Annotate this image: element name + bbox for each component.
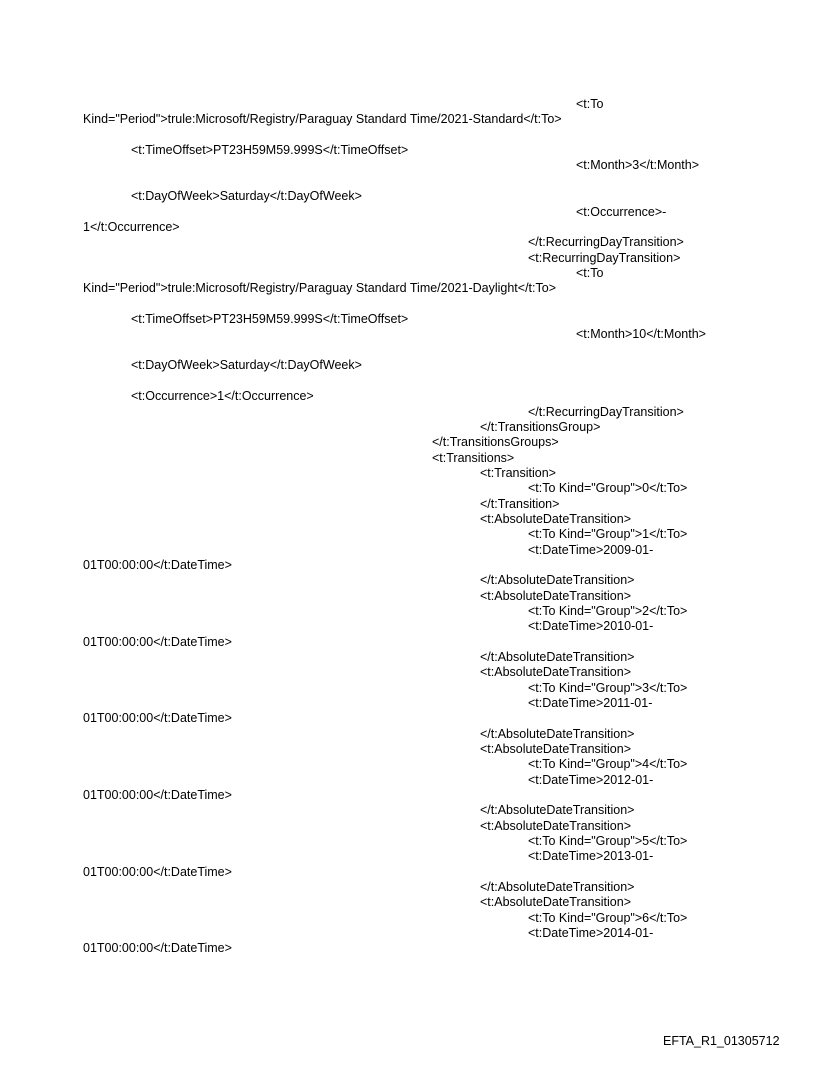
code-line: <t:AbsoluteDateTransition> — [480, 819, 632, 833]
code-line: </t:Transition> — [480, 497, 560, 511]
code-line: 01T00:00:00</t:DateTime> — [83, 865, 232, 879]
code-line: <t:To Kind="Group">6</t:To> — [528, 911, 688, 925]
code-line: <t:To — [576, 97, 604, 111]
code-line: <t:DateTime>2009-01- — [528, 543, 654, 557]
code-line: <t:DayOfWeek>Saturday</t:DayOfWeek> — [131, 189, 362, 203]
code-line: Kind="Period">trule:Microsoft/Registry/Paraguay Standard Time/2021-Standard</t:To> — [83, 112, 562, 126]
code-line: </t:TransitionsGroup> — [480, 420, 601, 434]
code-line: <t:DateTime>2013-01- — [528, 849, 654, 863]
code-line: 1</t:Occurrence> — [83, 220, 180, 234]
code-line: <t:TimeOffset>PT23H59M59.999S</t:TimeOffset> — [131, 312, 409, 326]
code-line: </t:AbsoluteDateTransition> — [480, 803, 635, 817]
code-line: <t:To — [576, 266, 604, 280]
code-line: <t:DateTime>2014-01- — [528, 926, 654, 940]
code-line: Kind="Period">trule:Microsoft/Registry/Paraguay Standard Time/2021-Daylight</t:To> — [83, 281, 557, 295]
code-line: </t:RecurringDayTransition> — [528, 405, 684, 419]
code-line: <t:DateTime>2012-01- — [528, 773, 654, 787]
code-line: <t:To Kind="Group">5</t:To> — [528, 834, 688, 848]
code-line: 01T00:00:00</t:DateTime> — [83, 558, 232, 572]
code-line: <t:To Kind="Group">2</t:To> — [528, 604, 688, 618]
code-line: <t:To Kind="Group">4</t:To> — [528, 757, 688, 771]
code-line: <t:Transition> — [480, 466, 556, 480]
code-line: </t:TransitionsGroups> — [432, 435, 559, 449]
code-line: 01T00:00:00</t:DateTime> — [83, 711, 232, 725]
code-line: 01T00:00:00</t:DateTime> — [83, 941, 232, 955]
code-line: <t:AbsoluteDateTransition> — [480, 895, 632, 909]
document-id-footer: EFTA_R1_01305712 — [663, 1034, 780, 1048]
code-line: <t:AbsoluteDateTransition> — [480, 742, 632, 756]
code-line: <t:TimeOffset>PT23H59M59.999S</t:TimeOffset> — [131, 143, 409, 157]
code-line: </t:RecurringDayTransition> — [528, 235, 684, 249]
code-line: <t:DayOfWeek>Saturday</t:DayOfWeek> — [131, 358, 362, 372]
code-line: <t:AbsoluteDateTransition> — [480, 589, 632, 603]
code-line: 01T00:00:00</t:DateTime> — [83, 635, 232, 649]
code-line: <t:To Kind="Group">0</t:To> — [528, 481, 688, 495]
code-line: </t:AbsoluteDateTransition> — [480, 727, 635, 741]
code-line: <t:Month>10</t:Month> — [576, 327, 706, 341]
code-line: </t:AbsoluteDateTransition> — [480, 880, 635, 894]
code-line: <t:Occurrence>- — [576, 205, 667, 219]
code-line: <t:AbsoluteDateTransition> — [480, 512, 632, 526]
code-line: <t:Month>3</t:Month> — [576, 158, 699, 172]
code-line: </t:AbsoluteDateTransition> — [480, 650, 635, 664]
code-line: </t:AbsoluteDateTransition> — [480, 573, 635, 587]
code-line: <t:DateTime>2011-01- — [528, 696, 653, 710]
code-line: <t:AbsoluteDateTransition> — [480, 665, 632, 679]
code-line: <t:To Kind="Group">3</t:To> — [528, 681, 688, 695]
code-line: <t:Occurrence>1</t:Occurrence> — [131, 389, 314, 403]
code-line: <t:DateTime>2010-01- — [528, 619, 654, 633]
code-line: <t:Transitions> — [432, 451, 515, 465]
code-line: 01T00:00:00</t:DateTime> — [83, 788, 232, 802]
code-line: <t:RecurringDayTransition> — [528, 251, 681, 265]
code-line: <t:To Kind="Group">1</t:To> — [528, 527, 688, 541]
